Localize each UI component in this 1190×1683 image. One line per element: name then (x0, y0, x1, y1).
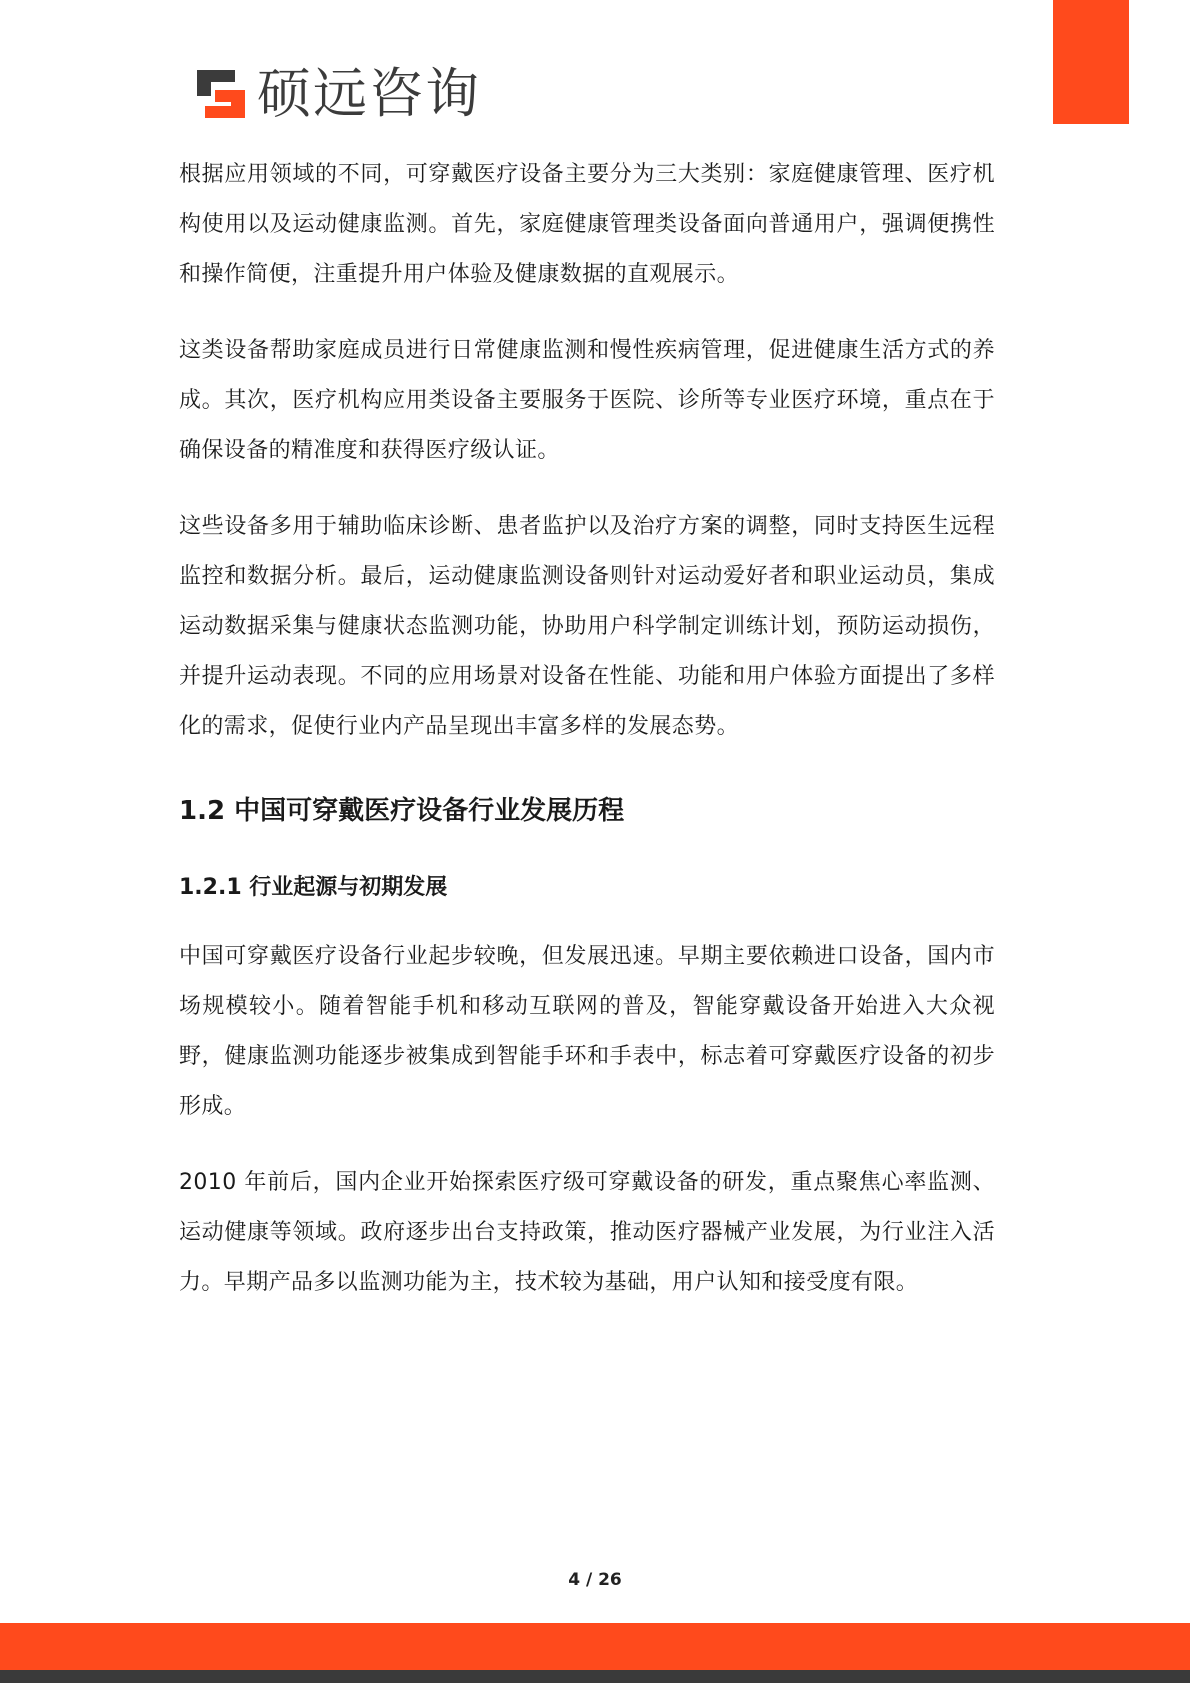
document-body (179, 150, 995, 1334)
intro-paragraph-3: 这些设备多用于辅助临床诊断、患者监护以及治疗方案的调整，同时支持医生远程监控和数据分析。最后，运动健康监测设备则针对运动爱好者和职业运动员，集成运动数据采集与健康状态监测功能，协助用户科学制定训练计划，预防运动损伤，并提升运动表现。不同的应用场景对设备在性能、功能和用户体验方面提出了多样化的需求，促使行业内产品呈现出丰富多样的发展态势。 (179, 514, 995, 739)
page-number: 4 / 26 (568, 1570, 622, 1590)
history-paragraph-2: 2010 年前后，国内企业开始探索医疗级可穿戴设备的研发，重点聚焦心率监测、运动健康等领域。政府逐步出台支持政策，推动医疗器械产业发展，为行业注入活力。早期产品多以监测功能为主，技术较为基础，用户认知和接受度有限。 (179, 1170, 995, 1295)
history-paragraph-1: 中国可穿戴医疗设备行业起步较晚，但发展迅速。早期主要依赖进口设备，国内市场规模较小。随着智能手机和移动互联网的普及，智能穿戴设备开始进入大众视野，健康监测功能逐步被集成到智能手环和手表中，标志着可穿戴医疗设备的初步形成。 (179, 944, 995, 1119)
footer-dark-strip (0, 1670, 1190, 1683)
intro-paragraph-1: 根据应用领域的不同，可穿戴医疗设备主要分为三大类别：家庭健康管理、医疗机构使用以及运动健康监测。首先，家庭健康管理类设备面向普通用户，强调便携性和操作简便，注重提升用户体验及健康数据的直观展示。 (179, 162, 995, 287)
subsection-heading: 1.2.1 行业起源与初期发展 (179, 875, 448, 900)
brand-mark-icon (193, 66, 249, 122)
section-heading: 1.2 中国可穿戴医疗设备行业发展历程 (179, 796, 625, 826)
brand-name: 硕远咨询 (257, 62, 481, 125)
footer-accent-bar (0, 1623, 1190, 1670)
brand-logo (193, 62, 481, 126)
intro-paragraph-2: 这类设备帮助家庭成员进行日常健康监测和慢性疾病管理，促进健康生活方式的养成。其次，医疗机构应用类设备主要服务于医院、诊所等专业医疗环境，重点在于确保设备的精准度和获得医疗级认证。 (179, 338, 995, 463)
corner-accent-tab (1053, 0, 1129, 124)
